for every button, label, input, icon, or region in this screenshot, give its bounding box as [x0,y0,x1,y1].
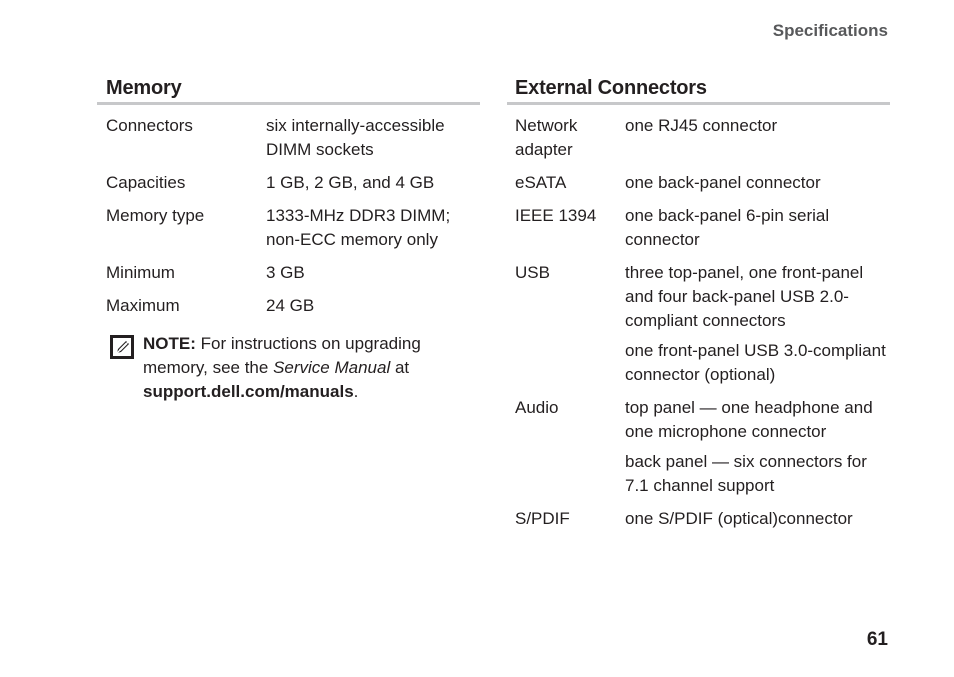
external-connectors-title: External Connectors [515,77,707,99]
spec-value-line: back panel — six connectors for 7.1 channel support [625,452,867,495]
spec-row [106,114,480,162]
spec-row [106,261,480,285]
running-head: Specifications [772,21,888,40]
spec-row [515,261,890,387]
spec-value-line: one back-panel 6-pin serial connector [625,206,830,249]
note-label: NOTE: [143,334,196,353]
spec-row [106,204,480,252]
service-manual-text: Service Manual [273,358,391,377]
spec-value [266,114,480,162]
spec-label: Maximum [106,296,180,315]
spec-value [625,507,890,531]
spec-label: S/PDIF [515,509,570,528]
spec-label: Audio [515,398,559,417]
spec-value [625,396,890,498]
spec-value [266,204,480,252]
note-end: . [353,382,359,401]
memory-note [110,332,480,404]
memory-section [106,76,480,404]
spec-value-line: 1333-MHz DDR3 DIMM; non-ECC memory only [266,206,451,249]
spec-value-line: one S/PDIF (optical)connector [625,509,853,528]
note-text [143,332,480,404]
spec-value [625,114,890,162]
spec-row [515,396,890,498]
spec-row [106,171,480,195]
spec-row [106,294,480,318]
spec-value-line: 1 GB, 2 GB, and 4 GB [266,173,435,192]
spec-value [266,294,480,318]
note-text-before: For instructions on upgrading memory, see the [143,334,421,377]
spec-label: Connectors [106,116,193,135]
spec-value [625,171,890,195]
spec-value-line: one RJ45 connector [625,116,778,135]
spec-label: IEEE 1394 [515,206,597,225]
spec-label: Capacities [106,173,186,192]
memory-spec-table [106,114,480,318]
spec-value [625,204,890,252]
support-link[interactable]: support.dell.com/manuals [143,382,354,401]
note-pencil-icon [110,335,134,359]
spec-value-line: 24 GB [266,296,315,315]
spec-value [625,261,890,387]
spec-value [266,171,480,195]
note-text-after: at [390,358,410,377]
spec-value-line: one front-panel USB 3.0-compliant connector (optional) [625,341,886,384]
spec-row [515,114,890,162]
spec-label: Network adapter [515,116,578,159]
spec-label: eSATA [515,173,567,192]
spec-value-line: one back-panel connector [625,173,821,192]
memory-title: Memory [106,77,182,99]
spec-row [515,507,890,531]
external-connectors-spec-table [515,114,890,531]
spec-row [515,171,890,195]
spec-value-line: 3 GB [266,263,305,282]
spec-value-line: three top-panel, one front-panel and four back-panel USB 2.0-compliant connectors [625,263,864,330]
spec-value-line: six internally-accessible DIMM sockets [266,116,445,159]
spec-label: Memory type [106,206,205,225]
section-divider [97,102,480,105]
spec-row [515,204,890,252]
external-connectors-section [515,76,890,540]
section-divider [507,102,890,105]
spec-label: Minimum [106,263,175,282]
spec-label: USB [515,263,550,282]
spec-value [266,261,480,285]
page-number: 61 [866,629,888,650]
spec-value-line: top panel — one headphone and one microphone connector [625,398,873,441]
